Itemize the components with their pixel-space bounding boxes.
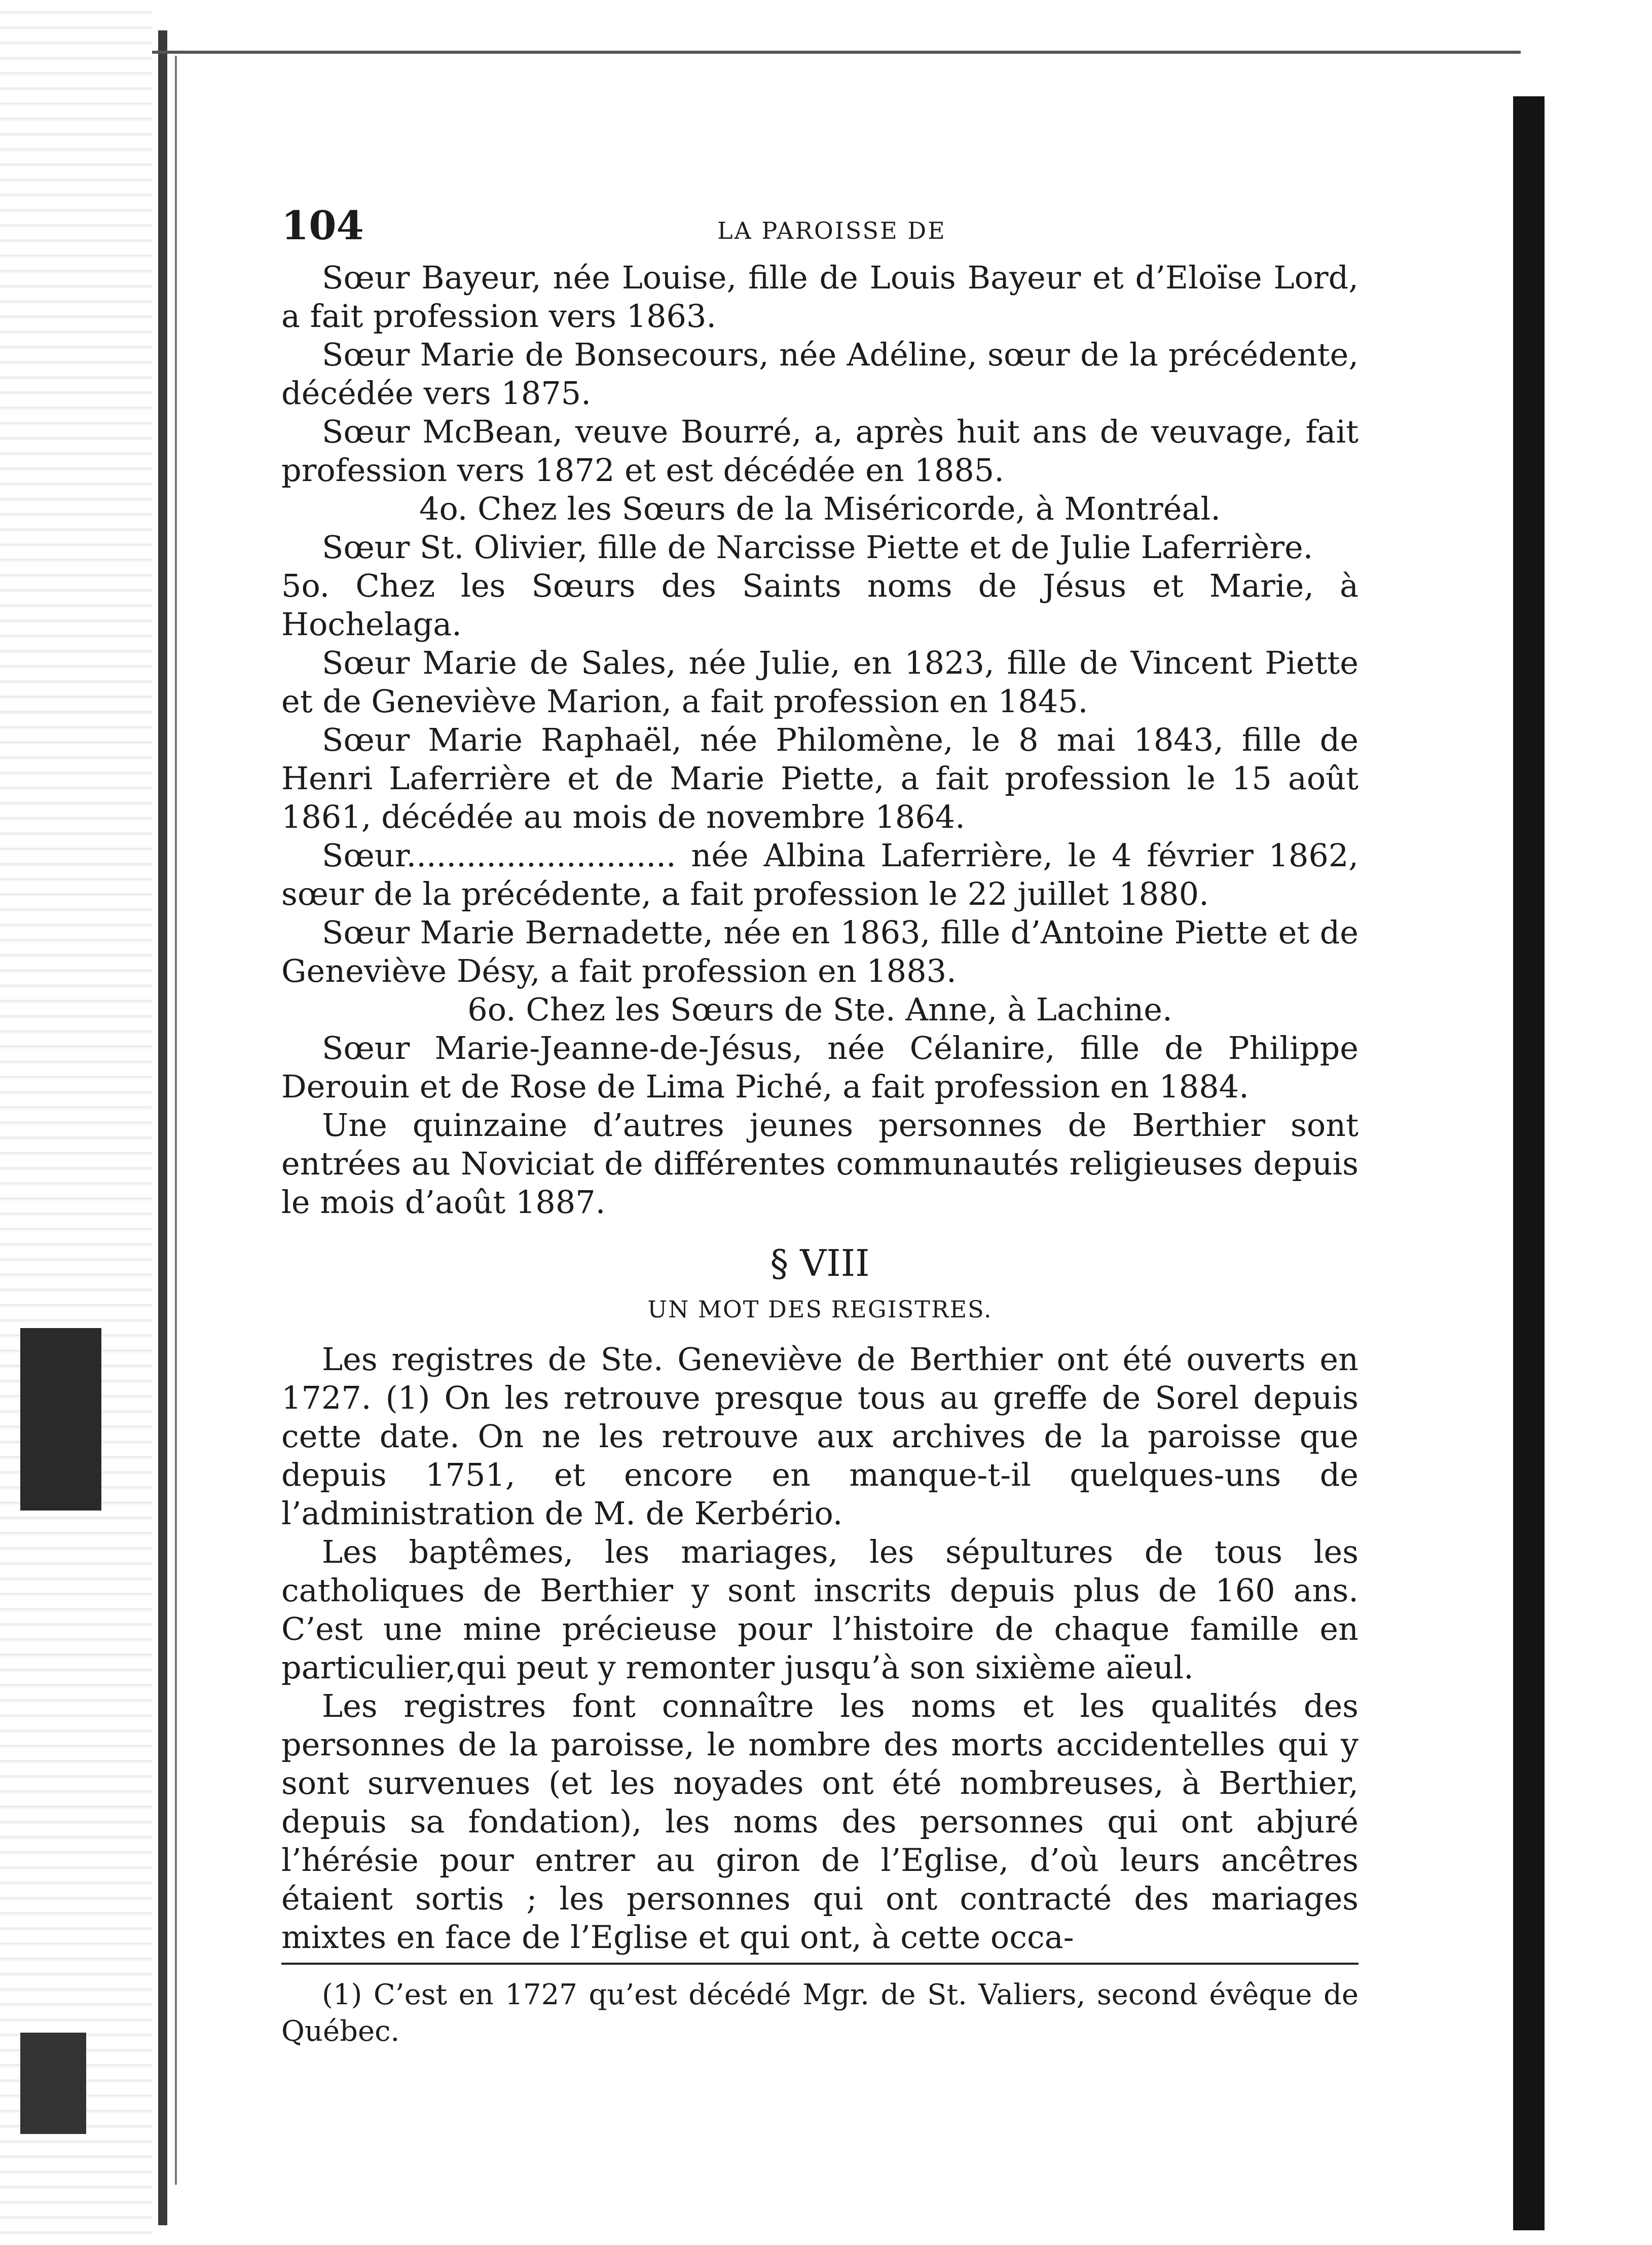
scan-edge-top <box>152 51 1521 54</box>
subsection-heading: 5o. Chez les Sœurs des Saints noms de Jésus et Marie, à Hochelaga. <box>281 567 1359 643</box>
document-page <box>281 203 1359 2050</box>
section-subheading: UN MOT DES REGISTRES. <box>647 1296 993 1323</box>
page-number: 104 <box>281 203 364 249</box>
footnote: (1) C’est en 1727 qu’est décédé Mgr. de St. Valiers, second évêque de Québec. <box>281 1978 1359 2048</box>
paragraph: Sœur McBean, veuve Bourré, a, après huit ans de veuvage, fait profession vers 1872 et est décédée en 1885. <box>281 413 1359 489</box>
paragraph: Les registres font connaître les noms et les qualités des personnes de la paroisse, le nombre des morts accidentelles qui y sont survenues (et les noyades ont été nombreuses, à Berthier, depuis sa fondation), les noms des personnes qui ont abjuré l’hérésie pour entrer au giron de l’Eglise, d’où leurs ancêtres étaient sortis ; les personnes qui ont contracté des mariages mixtes en face de l’Eglise et qui ont, à cette occa- <box>281 1687 1359 1956</box>
scan-blot <box>20 1328 101 1511</box>
paragraph: Les registres de Ste. Geneviève de Berthier ont été ouverts en 1727. (1) On les retrouve presque tous au greffe de Sorel depuis cette date. On ne les retrouve aux archives de la paroisse que depuis 1751, et encore en manque-t-il quelques-uns de l’administration de M. de Kerbério. <box>281 1341 1359 1532</box>
paragraph: Une quinzaine d’autres jeunes personnes de Berthier sont entrées au Noviciat de différentes communautés religieuses depuis le mois d’août 1887. <box>281 1107 1359 1221</box>
scan-edge-left <box>158 30 167 2225</box>
paragraph: Sœur........................... née Albina Laferrière, le 4 février 1862, sœur de la précédente, a fait profession le 22 juillet 1880. <box>281 837 1359 912</box>
footnote-divider <box>281 1963 1359 1965</box>
paragraph: Les baptêmes, les mariages, les sépultures de tous les catholiques de Berthier y sont inscrits depuis plus de 160 ans. C’est une mine précieuse pour l’histoire de chaque famille en particulier,qui peut y remonter jusqu’à son sixième aïeul. <box>281 1533 1359 1686</box>
page-header <box>281 203 1359 259</box>
subsection-heading: 4o. Chez les Sœurs de la Miséricorde, à Montréal. <box>419 490 1221 527</box>
running-title: LA PAROISSE DE <box>717 217 946 244</box>
subsection-heading: 6o. Chez les Sœurs de Ste. Anne, à Lachine. <box>467 991 1172 1028</box>
paragraph: Sœur Marie de Bonsecours, née Adéline, sœur de la précédente, décédée vers 1875. <box>281 336 1359 412</box>
scan-blot <box>20 2033 86 2134</box>
paragraph: Sœur Marie-Jeanne-de-Jésus, née Célanire, fille de Philippe Derouin et de Rose de Lima Piché, a fait profession en 1884. <box>281 1029 1359 1105</box>
paragraph: Sœur Marie Bernadette, née en 1863, fille d’Antoine Piette et de Geneviève Désy, a fait profession en 1883. <box>281 914 1359 989</box>
paragraph: Sœur Marie de Sales, née Julie, en 1823, fille de Vincent Piette et de Geneviève Marion, a fait profession en 1845. <box>281 644 1359 720</box>
scan-edge-left-inner <box>175 56 177 2185</box>
scan-edge-right <box>1513 96 1545 2230</box>
paragraph: Sœur Bayeur, née Louise, fille de Louis Bayeur et d’Eloïse Lord, a fait profession vers 1863. <box>281 259 1359 335</box>
paragraph: Sœur Marie Raphaël, née Philomène, le 8 mai 1843, fille de Henri Laferrière et de Marie Piette, a fait profession le 15 août 1861, décédée au mois de novembre 1864. <box>281 721 1359 835</box>
scan-margin-left <box>0 0 152 2245</box>
section-heading: § VIII <box>770 1242 870 1284</box>
paragraph: Sœur St. Olivier, fille de Narcisse Piette et de Julie Laferrière. <box>322 529 1313 566</box>
